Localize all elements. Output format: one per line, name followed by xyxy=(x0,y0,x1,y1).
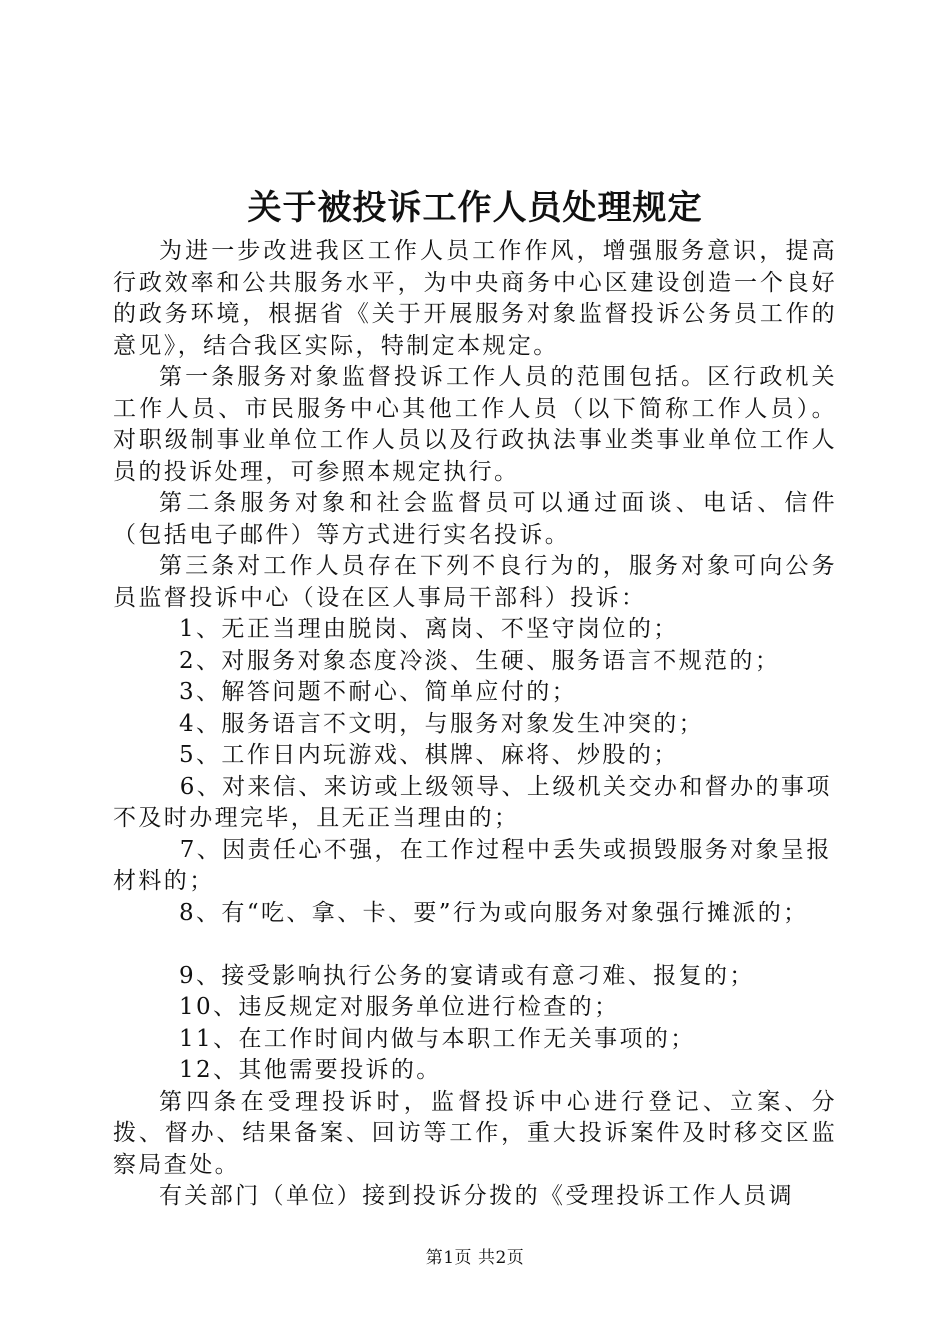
page-footer: 第1页 共2页 xyxy=(425,1248,525,1268)
list-item: 12、其他需要投诉的。 xyxy=(179,1057,442,1083)
document-title: 关于被投诉工作人员处理规定 xyxy=(247,188,703,228)
list-item: 6、对来信、来访或上级领导、上级机关交办和督办的事项不及时办理完毕，且无正当理由的； xyxy=(113,773,832,831)
document-body xyxy=(113,236,837,1213)
list-item: 8、有“吃、拿、卡、要”行为或向服务对象强行摊派的； xyxy=(179,899,809,926)
blank-line xyxy=(113,929,837,961)
list-item: 7、因责任心不强，在工作过程中丢失或损毁服务对象呈报材料的； xyxy=(113,836,832,894)
list-item: 3、解答问题不耐心、简单应付的； xyxy=(179,679,578,705)
article-2-paragraph: 第二条服务对象和社会监督员可以通过面谈、电话、信件（包括电子邮件）等方式进行实名投诉。 xyxy=(113,490,837,548)
article-3-paragraph: 第三条对工作人员存在下列不良行为的，服务对象可向公务员监督投诉中心（设在区人事局干部科）投诉： xyxy=(113,553,837,611)
list-item: 11、在工作时间内做与本职工作无关事项的； xyxy=(179,1025,696,1052)
list-item: 1、无正当理由脱岗、离岗、不坚守岗位的； xyxy=(179,616,679,642)
list-item: 10、违反规定对服务单位进行检查的； xyxy=(179,994,620,1020)
list-item: 9、接受影响执行公务的宴请或有意刁难、报复的； xyxy=(179,962,755,989)
list-item: 4、服务语言不文明，与服务对象发生冲突的； xyxy=(179,710,705,737)
article-1-paragraph: 第一条服务对象监督投诉工作人员的范围包括。区行政机关工作人员、市民服务中心其他工作人员（以下简称工作人员）。对职级制事业单位工作人员以及行政执法事业类事业单位工作人员的投诉处理，可参照本规定执行。 xyxy=(113,364,837,485)
list-item: 2、对服务对象态度冷淡、生硬、服务语言不规范的； xyxy=(179,647,781,674)
intro-paragraph: 为进一步改进我区工作人员工作作风，增强服务意识，提高行政效率和公共服务水平，为中央商务中心区建设创造一个良好的政务环境，根据省《关于开展服务对象监督投诉公务员工作的意见》，结合我区实际，特制定本规定。 xyxy=(113,238,837,359)
continuation-paragraph: 有关部门（单位）接到投诉分拨的《受理投诉工作人员调 xyxy=(159,1183,794,1209)
article-4-paragraph: 第四条在受理投诉时，监督投诉中心进行登记、立案、分拨、督办、结果备案、回访等工作，重大投诉案件及时移交区监察局查处。 xyxy=(113,1088,837,1178)
list-item: 5、工作日内玩游戏、棋牌、麻将、炒股的； xyxy=(179,742,679,768)
